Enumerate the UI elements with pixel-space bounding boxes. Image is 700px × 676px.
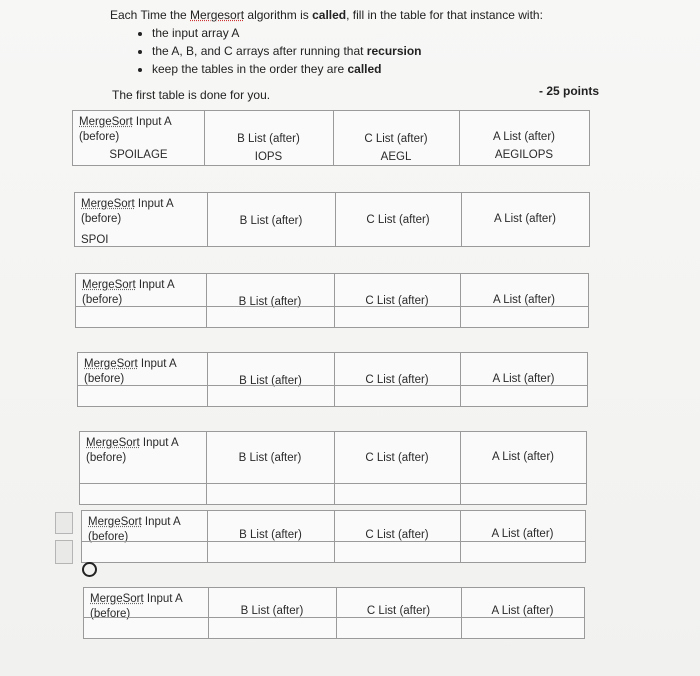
merge-table-6 (81, 510, 586, 563)
side-box-top (55, 512, 73, 534)
input-cell[interactable]: MergeSort Input A (before) SPOILAGE (73, 111, 205, 165)
c-list-cell[interactable]: C List (after) (334, 274, 461, 327)
a-list-cell[interactable]: A List (after) (460, 274, 589, 327)
side-box-bottom (55, 540, 73, 564)
a-list-cell[interactable]: A List (after) (461, 588, 585, 638)
b-list-cell[interactable]: B List (after) (208, 588, 337, 638)
a-list-cell[interactable]: A List (after) (460, 432, 587, 504)
a-list-cell[interactable]: A List (after) (460, 353, 588, 406)
b-list-value: IOPS (254, 151, 283, 163)
input-cell[interactable]: MergeSort Input A (before) (80, 432, 207, 504)
a-list-cell[interactable]: A List (after) AEGILOPS (459, 111, 589, 165)
first-table-note: The first table is done for you. (112, 88, 271, 102)
merge-table-2 (74, 192, 590, 247)
input-cell[interactable]: MergeSort Input A (before) (84, 588, 209, 638)
answer-row[interactable] (84, 617, 584, 638)
merge-table-7 (83, 587, 585, 639)
c-list-cell[interactable]: C List (after) (336, 588, 462, 638)
bullet-2: • the A, B, and C arrays after running that recursion (152, 42, 610, 60)
input-value: SPOILAGE (109, 149, 168, 161)
points-label: - 25 points (539, 84, 600, 98)
c-list-cell[interactable]: C List (after) (334, 432, 461, 504)
input-cell[interactable]: MergeSort Input A (before) (82, 511, 208, 562)
answer-row[interactable] (76, 306, 588, 327)
b-list-cell[interactable]: B List (after) (207, 193, 336, 246)
bullet-1: • the input array A (152, 24, 610, 42)
input-cell[interactable]: MergeSort Input A (before) SPOI (75, 193, 208, 246)
merge-table-5 (79, 431, 587, 505)
b-list-cell[interactable]: B List (after) (207, 511, 335, 562)
c-list-cell[interactable]: C List (after) (335, 193, 462, 246)
b-list-cell[interactable]: B List (after) IOPS (204, 111, 334, 165)
c-list-cell[interactable]: C List (after) (334, 353, 461, 406)
instructions-list (110, 24, 610, 78)
input-cell[interactable]: MergeSort Input A (before) (76, 274, 207, 327)
b-list-cell[interactable]: B List (after) (206, 432, 335, 504)
answer-row[interactable] (80, 483, 586, 504)
b-list-cell[interactable]: B List (after) (206, 274, 335, 327)
a-list-cell[interactable]: A List (after) (494, 213, 556, 225)
a-list-value: AEGILOPS (494, 149, 554, 161)
c-list-value: AEGL (380, 151, 412, 163)
instructions (110, 6, 610, 78)
bullet-3: • keep the tables in the order they are called (152, 60, 610, 78)
merge-table-4 (77, 352, 588, 407)
circle-mark-icon (82, 562, 97, 577)
input-cell[interactable]: MergeSort Input A (before) (78, 353, 208, 406)
merge-table-3 (75, 273, 589, 328)
answer-row[interactable] (82, 541, 585, 562)
input-value: SPOI (81, 234, 109, 246)
b-list-cell[interactable]: B List (after) (207, 353, 335, 406)
instructions-heading: Each Time the Mergesort algorithm is called, fill in the table for that instance with: (110, 8, 543, 22)
merge-table-1 (72, 110, 590, 166)
answer-row[interactable] (78, 385, 587, 406)
a-list-cell[interactable]: A List (after) (460, 511, 586, 562)
c-list-cell[interactable]: C List (after) (334, 511, 461, 562)
c-list-cell[interactable]: C List (after) AEGL (333, 111, 460, 165)
